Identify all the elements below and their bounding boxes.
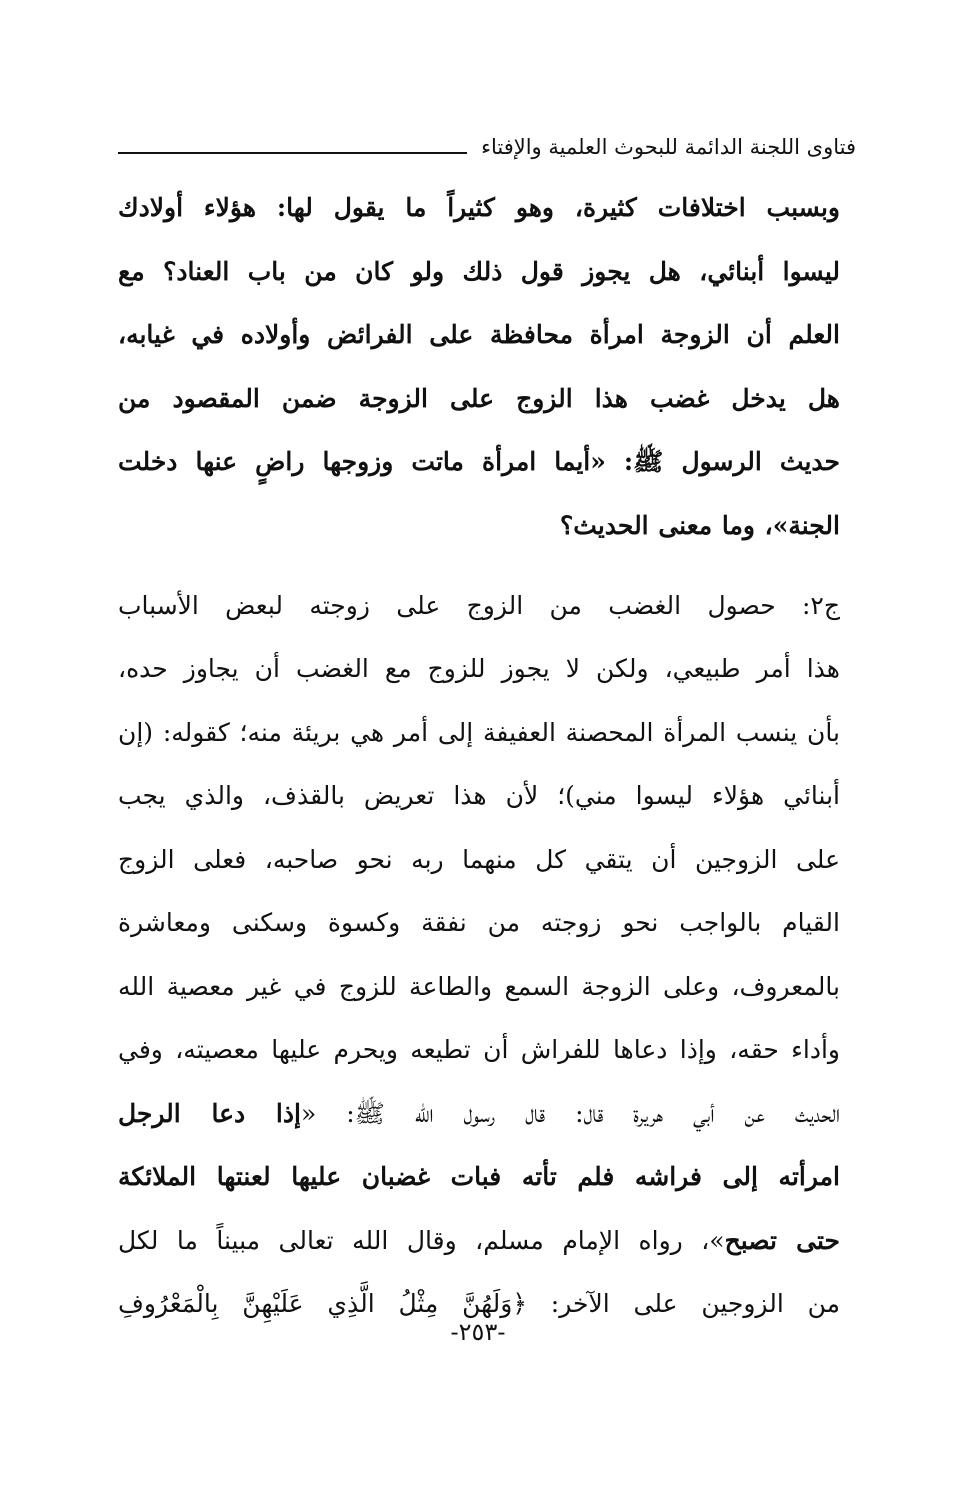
running-header-title: فتاوى اللجنة الدائمة للبحوث العلمية والإفتاء xyxy=(481,135,856,159)
answer-line: أبنائي هؤلاء ليسوا مني)؛ لأن هذا تعريض بالقذف، والذي يجب xyxy=(118,781,840,810)
answer-line: ج٢: حصول الغضب من الزوج على زوجته لبعض الأسباب xyxy=(118,590,840,620)
text-block xyxy=(118,176,840,1336)
hadith-intro-line xyxy=(118,1082,840,1146)
question-line: وبسبب اختلافات كثيرة، وهو كثيراً ما يقول لها: هؤلاء أولادك xyxy=(118,193,840,222)
question-line: ليسوا أبنائي، هل يجوز قول ذلك ولو كان من باب العناد؟ مع xyxy=(118,256,840,286)
hadith-quote-line: امرأته إلى فراشه فلم تأته فبات غضبان عليها لعنتها الملائكة xyxy=(118,1162,840,1191)
question-line: الجنة»، وما معنى الحديث؟ xyxy=(560,510,840,540)
quran-verse-line: من الزوجين على الآخر: ﴿وَلَهُنَّ مِثْلُ الَّذِي عَلَيْهِنَّ بِالْمَعْرُوفِ xyxy=(118,1289,840,1318)
answer-line: وأداء حقه، وإذا دعاها للفراش أن تطيعه ويحرم عليها معصيته، وفي xyxy=(118,1035,840,1064)
hadith-intro-text: الحديث عن أبي هريرة قال: قال رسول الله ﷺ: « xyxy=(300,1098,840,1128)
question-line: العلم أن الزوجة امرأة محافظة على الفرائض وأولاده في غيابه، xyxy=(118,320,840,349)
answer-line: على الزوجين أن يتقي كل منهما ربه نحو صاحبه، فعلى الزوج xyxy=(118,844,840,874)
header-rule xyxy=(118,152,467,154)
answer-line: هذا أمر طبيعي، ولكن لا يجوز للزوج مع الغضب أن يجاوز حده، xyxy=(118,654,840,683)
answer-line: بالمعروف، وعلى الزوجة السمع والطاعة للزوج في غير معصية الله xyxy=(118,971,840,1001)
question-line: حديث الرسول ﷺ: «أيما امرأة ماتت وزوجها راضٍ عنها دخلت xyxy=(118,447,840,476)
question-line: هل يدخل غضب هذا الزوج على الزوجة ضمن المقصود من xyxy=(118,383,840,413)
running-header xyxy=(118,118,856,158)
hadith-quote-start: إذا دعا الرجل xyxy=(118,1098,301,1128)
hadith-quote-end: حتى تصبح xyxy=(724,1225,840,1255)
hadith-source-text: »، رواه الإمام مسلم، وقال الله تعالى مبيناً ما لكل xyxy=(118,1225,725,1255)
hadith-closing-line xyxy=(118,1209,840,1273)
page-number: -٢٥٣- xyxy=(450,1318,506,1346)
answer-line: القيام بالواجب نحو زوجته من نفقة وكسوة وسكنى ومعاشرة xyxy=(118,908,840,937)
answer-line: بأن ينسب المرأة المحصنة العفيفة إلى أمر هي بريئة منه؛ كقوله: (إن xyxy=(118,717,840,747)
